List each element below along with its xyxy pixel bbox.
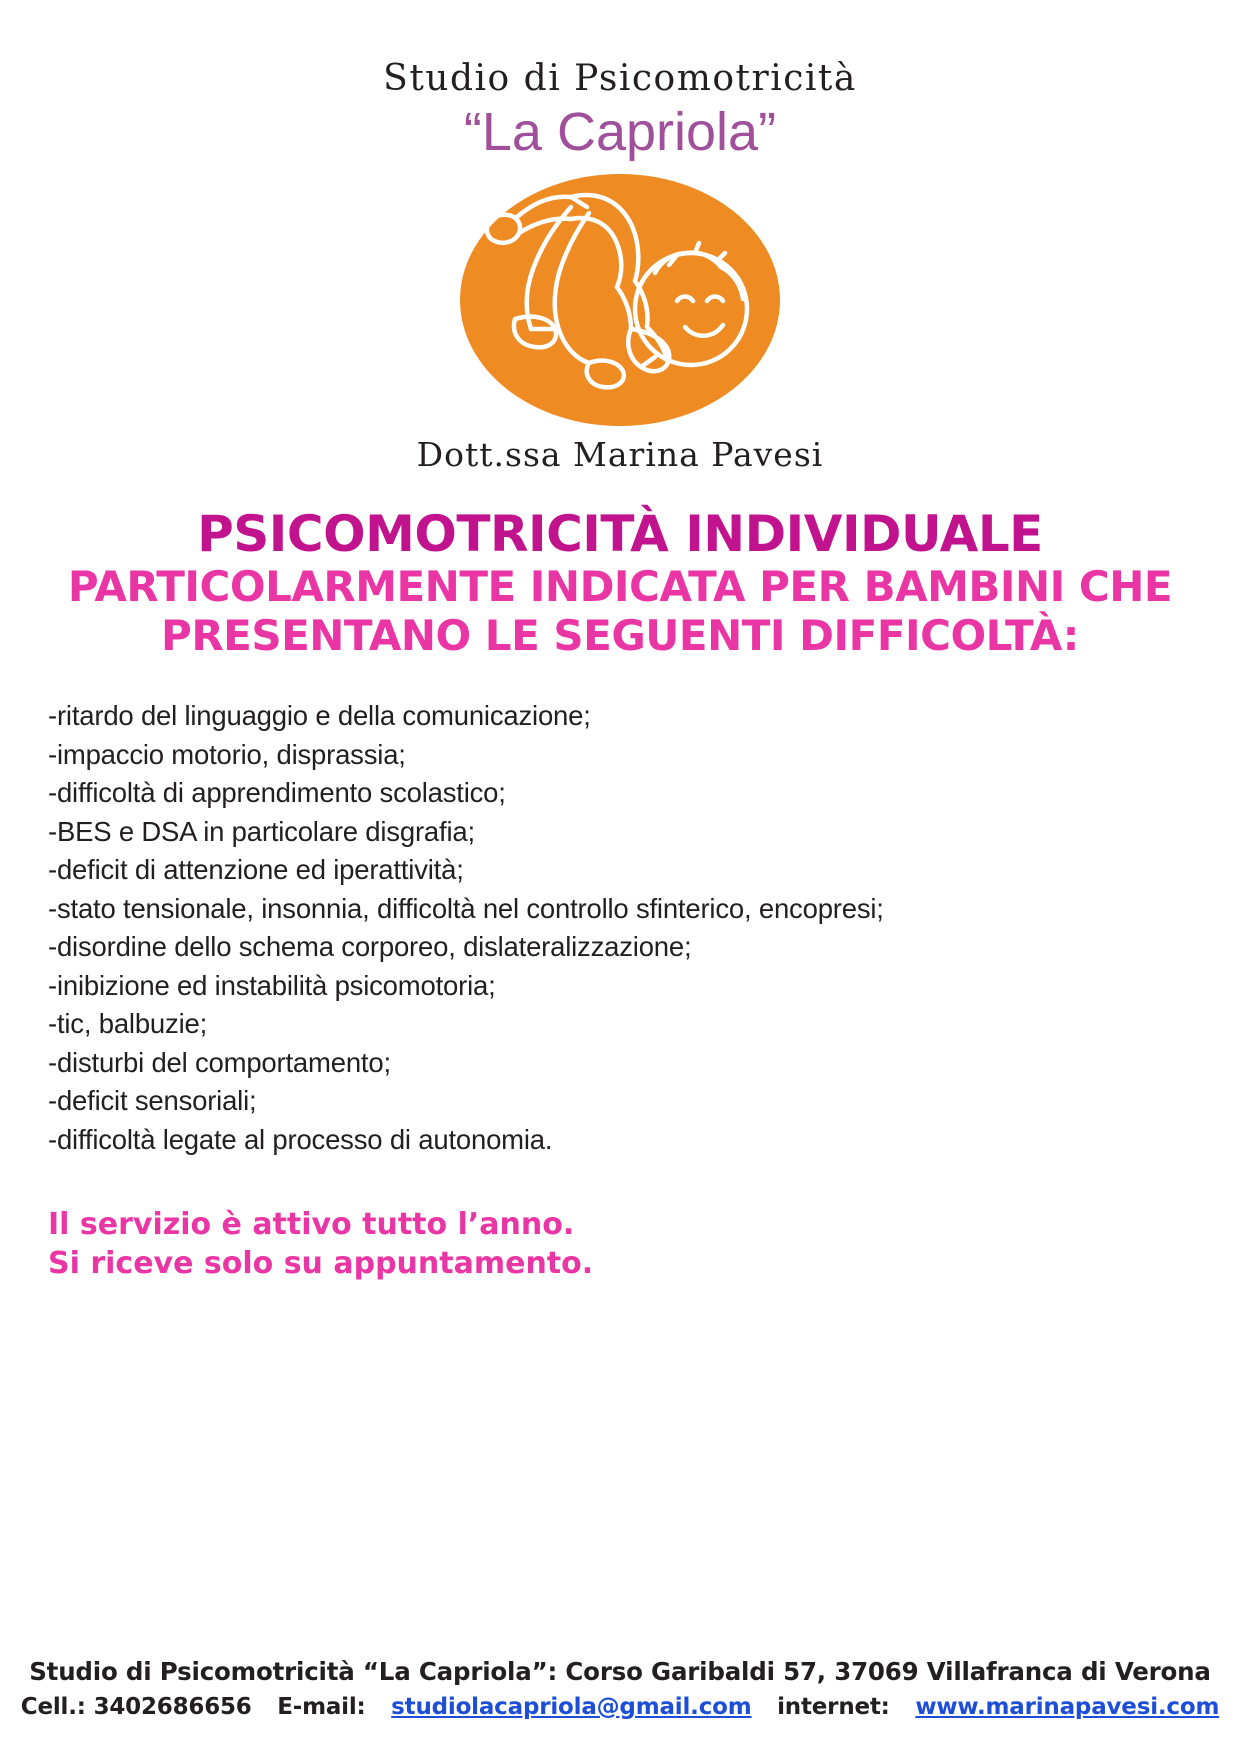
list-item: -difficoltà legate al processo di autonomia. (48, 1123, 553, 1155)
difficulties-list (48, 697, 1188, 1159)
footer-address: Studio di Psicomotricità “La Capriola”: Corso Garibaldi 57, 37069 Villafranca di Verona (29, 1657, 1211, 1686)
doctor-name-line: Dott.ssa Marina Pavesi (416, 435, 824, 474)
list-item: -impaccio motorio, disprassia; (48, 738, 406, 770)
list-item: -difficoltà di apprendimento scolastico; (48, 777, 506, 809)
email-link[interactable]: studiolacapriola@gmail.com (391, 1694, 752, 1720)
footer-email-label: E-mail: (277, 1694, 366, 1720)
logo-block (0, 0, 1240, 474)
studio-brand-name: “La Capriola” (463, 102, 777, 162)
service-note-line-2: Si riceve solo su appuntamento. (48, 1246, 594, 1282)
studio-name-line: Studio di Psicomotricità (383, 58, 857, 99)
footer-contacts (0, 1694, 1240, 1720)
service-note-line-1: Il servizio è attivo tutto l’anno. (48, 1207, 575, 1243)
list-item: -BES e DSA in particolare disgrafia; (48, 815, 475, 847)
page-subtitle-line-1: PARTICOLARMENTE INDICATA PER BAMBINI CHE (67, 561, 1173, 611)
list-item: -stato tensionale, insonnia, difficoltà nel controllo sfinterico, encopresi; (48, 892, 884, 924)
list-item: -ritardo del linguaggio e della comunicazione; (48, 700, 591, 732)
service-note (48, 1205, 1240, 1283)
footer-internet-label: internet: (777, 1694, 890, 1720)
page-title: PSICOMOTRICITÀ INDIVIDUALE (197, 505, 1043, 563)
website-link[interactable]: www.marinapavesi.com (915, 1694, 1220, 1720)
list-item: -deficit di attenzione ed iperattività; (48, 854, 464, 886)
footer (0, 1657, 1240, 1720)
headings-block (0, 505, 1240, 660)
child-cartwheel-illustration (455, 169, 785, 431)
list-item: -inibizione ed instabilità psicomotoria; (48, 969, 496, 1001)
list-item: -deficit sensoriali; (48, 1085, 257, 1117)
list-item: -disturbi del comportamento; (48, 1046, 391, 1078)
footer-phone: Cell.: 3402686656 (20, 1694, 252, 1720)
page-subtitle-line-2: PRESENTANO LE SEGUENTI DIFFICOLTÀ: (161, 610, 1079, 660)
list-item: -disordine dello schema corporeo, dislateralizzazione; (48, 931, 692, 963)
list-item: -tic, balbuzie; (48, 1008, 208, 1040)
